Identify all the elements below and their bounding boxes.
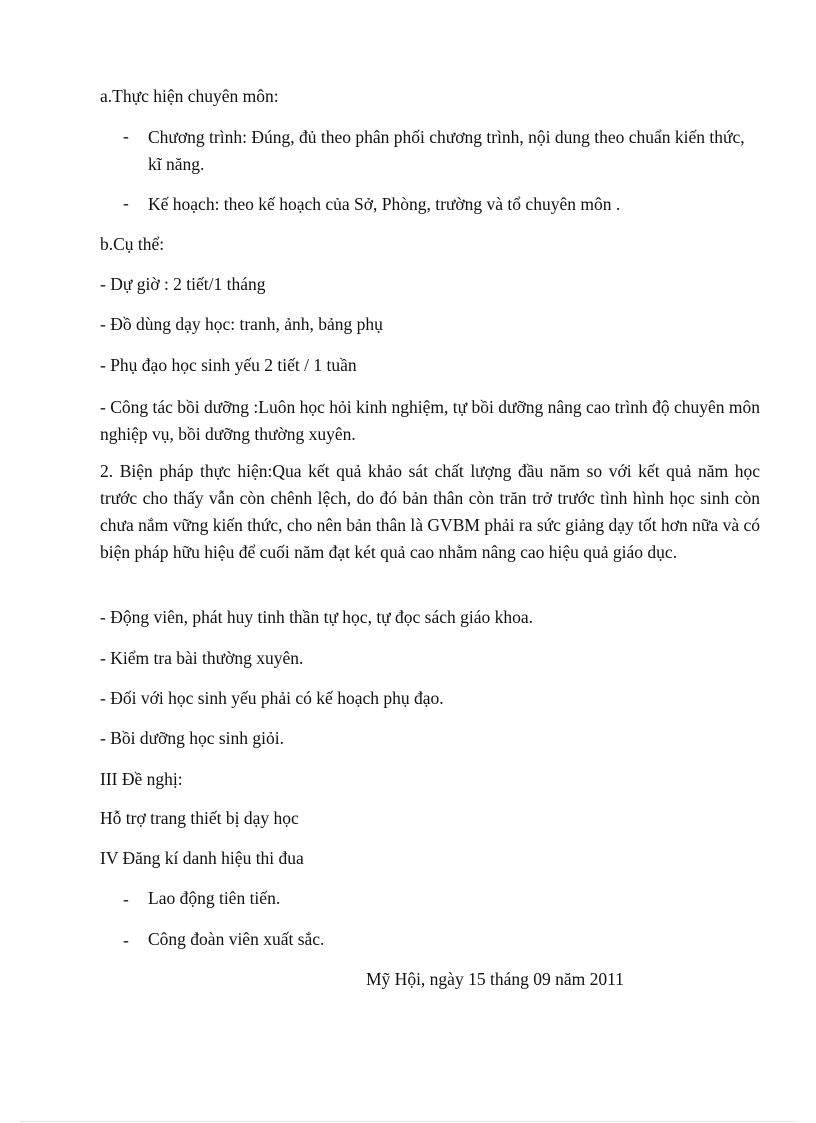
bullet-marker: - [123, 930, 129, 950]
list-item: - Bồi dưỡng học sinh giỏi. [100, 728, 285, 748]
list-item: - Dự giờ : 2 tiết/1 tháng [100, 274, 266, 294]
section-3-heading: III Đề nghị: [100, 769, 183, 789]
section-4-heading: IV Đăng kí danh hiệu thi đua [100, 848, 304, 868]
section-a-heading: a.Thực hiện chuyên môn: [100, 86, 279, 106]
bullet-marker: - [123, 126, 129, 146]
list-item: - Kiểm tra bài thường xuyên. [100, 648, 304, 668]
bullet-text-lao-dong: Lao động tiên tiến. [148, 888, 281, 908]
bullet-marker: - [123, 193, 129, 213]
measures-paragraph: 2. Biện pháp thực hiện:Qua kết quả khảo sát chất lượng đầu năm so với kết quả năm học trước cho thấy vẫn còn chênh lệch, do đó bản thân còn trăn trở trước tình hình học sinh còn chưa nắm vững kiến thức, cho nên bản thân là GVBM phải ra sức giảng dạy tốt hơn nữa và có biện pháp hữu hiệu để cuối năm đạt két quả cao nhằm nâng cao hiệu quả giáo dục. [100, 461, 760, 562]
bullet-marker: - [123, 889, 129, 909]
section-b-heading: b.Cụ thể: [100, 234, 165, 254]
list-item: - Phụ đạo học sinh yếu 2 tiết / 1 tuần [100, 355, 357, 375]
signature-place-date: Mỹ Hội, ngày 15 tháng 09 năm 2011 [366, 969, 624, 989]
list-item: - Đối với học sinh yếu phải có kế hoạch phụ đạo. [100, 688, 444, 708]
section-3-text: Hỗ trợ trang thiết bị dạy học [100, 808, 299, 828]
bullet-text-cong-doan: Công đoàn viên xuất sắc. [148, 929, 325, 949]
list-item: - Công tác bồi dưỡng :Luôn học hỏi kinh nghiệm, tự bồi dưỡng nâng cao trình độ chuyên môn nghiệp vụ, bồi dưỡng thường xuyên. [100, 397, 760, 444]
bullet-text-plan: Kế hoạch: theo kế hoạch của Sở, Phòng, trường và tổ chuyên môn . [148, 194, 621, 214]
bullet-text-program: Chương trình: Đúng, đủ theo phân phối chương trình, nội dung theo chuẩn kiến thức, kĩ năng. [148, 127, 745, 174]
list-item: - Động viên, phát huy tinh thần tự học, tự đọc sách giáo khoa. [100, 607, 534, 627]
list-item: - Đồ dùng dạy học: tranh, ảnh, bảng phụ [100, 314, 383, 334]
page-bottom-divider [20, 1121, 796, 1122]
